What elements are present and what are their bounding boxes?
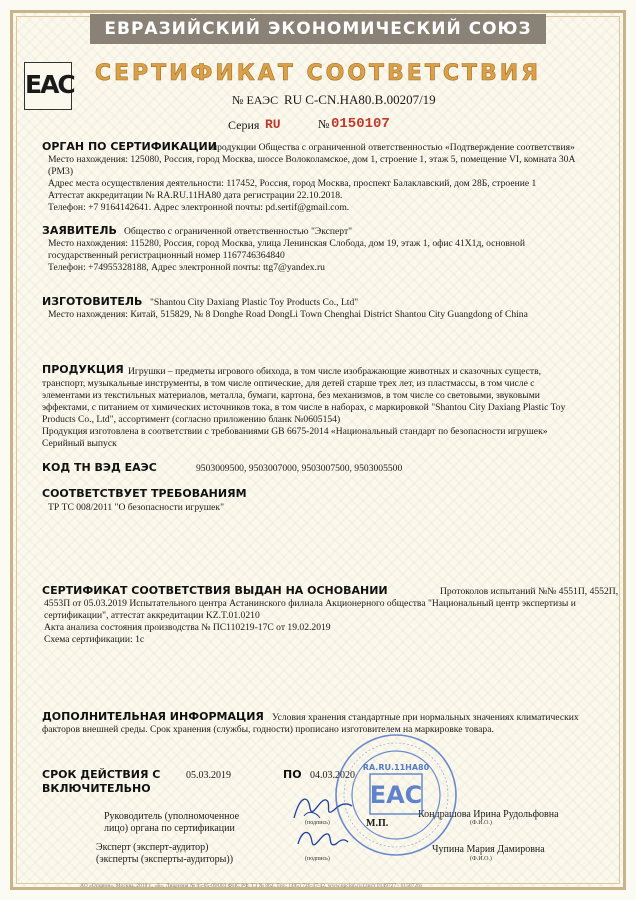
head-label: Руководитель (уполномоченное: [104, 811, 240, 822]
product-heading: ПРОДУКЦИЯ: [42, 363, 124, 376]
name-caption: (Ф.И.О.): [470, 820, 492, 826]
manufacturer-line: Место нахождения: Китай, 515829, № 8 Donghe Road DongLi Town Chenghai District Shantou City Guangdong of China: [48, 309, 528, 320]
product-line: Products Co., Ltd", ассортимент (согласно приложению бланк №0605154): [42, 414, 341, 425]
printer-footer: АО «Опцион», Москва, 2018 г., «Б», Лицензия № 05-05-09/003 ФНС РФ, ТЗ № 862. Тел.: (495) 726-47-42, www.opcion.ru (лист 0149727 - 0150726): [80, 883, 422, 889]
certification-stamp: [333, 732, 459, 858]
applicant-heading: ЗАЯВИТЕЛЬ: [42, 224, 117, 237]
requirements-value: ТР ТС 008/2011 "О безопасности игрушек": [48, 502, 225, 513]
head-label: лицо) органа по сертификации: [104, 823, 235, 834]
product-line: Продукция изготовлена в соответствии с требованиями GB 6675-2014 «Национальный стандарт по безопасности игрушек»: [42, 426, 548, 437]
manufacturer-heading: ИЗГОТОВИТЕЛЬ: [42, 295, 143, 308]
product-line: эффектами, с питанием от химических источников тока, в том числе в наборах, с маркировкой "Shantou City Daxiang Plastic Toy: [42, 402, 566, 413]
applicant-line: Общество с ограниченной ответственностью "Эксперт": [124, 226, 353, 237]
signature-caption: (подпись): [305, 856, 330, 862]
certification-body-line: Место нахождения: 125080, Россия, город Москва, шоссе Волоколамское, дом 1, строение 1, этаж 5, помещение VI, комната 30А: [48, 154, 576, 165]
basis-line: сертификации", аттестат аккредитации KZ.T.01.0210: [44, 610, 260, 621]
product-line: Игрушки – предметы игрового обихода, в том числе изображающие животных и сказочных существ,: [128, 366, 542, 377]
applicant-line: Телефон: +74955328188, Адрес электронной почты: ttg7@yandex.ru: [48, 262, 325, 273]
series-label: Серия: [228, 118, 260, 132]
validity-to-label: ПО: [283, 768, 302, 781]
basis-heading: СЕРТИФИКАТ СООТВЕТСТВИЯ ВЫДАН НА ОСНОВАНИИ: [42, 584, 388, 597]
certification-body-line: Адрес места осуществления деятельности: 117452, Россия, город Москва, проспект Балаклавский, дом 28Б, строение 1: [48, 178, 537, 189]
blank-number: 0150107: [331, 116, 390, 132]
basis-line: Схема сертификации: 1с: [44, 634, 145, 645]
eac-logo: EAC: [24, 62, 72, 110]
svg-text:RA.RU.11НА80: RA.RU.11НА80: [362, 763, 430, 772]
stamp-place-label: М.П.: [366, 818, 389, 829]
validity-from: 05.03.2019: [186, 770, 231, 781]
certification-body-line: Аттестат аккредитации № RA.RU.11НА80 дата регистрации 22.10.2018.: [48, 190, 343, 201]
certification-body-line: (РМ3): [48, 166, 74, 177]
applicant-line: государственный регистрационный номер 1167746364840: [48, 250, 285, 261]
manufacturer-line: "Shantou City Daxiang Plastic Toy Products Co., Ltd": [150, 297, 359, 308]
requirements-heading: СООТВЕТСТВУЕТ ТРЕБОВАНИЯМ: [42, 487, 247, 500]
tn-ved-heading: КОД ТН ВЭД ЕАЭС: [42, 461, 157, 474]
tn-ved-codes: 9503009500, 9503007000, 9503007500, 9503005500: [196, 463, 403, 474]
product-line: элементами из текстильных материалов, металла, бумаги, картона, без механизмов, в том числе со световыми, звуковыми: [42, 390, 540, 401]
product-line: транспорт, музыкальные инструменты, в том числе оптические, для детей старше трех лет, из пластмассы, в том числе с: [42, 378, 535, 389]
head-name: Кондрашова Ирина Рудольфовна: [418, 809, 559, 820]
validity-heading: СРОК ДЕЙСТВИЯ С: [42, 768, 161, 781]
basis-line: Акта анализа состояния производства № ПС110219-17С от 19.02.2019: [44, 622, 331, 633]
validity-heading-2: ВКЛЮЧИТЕЛЬНО: [42, 782, 151, 795]
basis-line: 4553П от 05.03.2019 Испытательного центра Астанинского филиала Акционерного общества "Национальный центр экспертизы и: [44, 598, 576, 609]
blank-number-prefix: №: [318, 117, 330, 131]
additional-info-heading: ДОПОЛНИТЕЛЬНАЯ ИНФОРМАЦИЯ: [42, 710, 264, 723]
basis-line: Протоколов испытаний №№ 4551П, 4552П,: [440, 586, 619, 597]
expert-label: (эксперты (эксперты-аудиторы)): [96, 854, 234, 865]
certificate-number: RU С-CN.НА80.В.00207/19: [284, 92, 436, 107]
additional-info-line: факторов внешней среды. Срок хранения (службы, годности) прописано изготовителем на маркировке товара.: [42, 724, 494, 735]
validity-to: 04.03.2020: [310, 770, 355, 781]
signature-caption: (подпись): [305, 820, 330, 826]
certification-body-heading: ОРГАН ПО СЕРТИФИКАЦИИ: [42, 140, 217, 153]
expert-label: Эксперт (эксперт-аудитор): [96, 842, 209, 853]
svg-text:ЕАС: ЕАС: [369, 781, 423, 809]
certificate-number-prefix: № ЕАЭС: [232, 93, 279, 107]
name-caption: (Ф.И.О.): [470, 856, 492, 862]
additional-info-line: Условия хранения стандартные при нормальных значениях климатических: [272, 712, 579, 723]
certificate-title: СЕРТИФИКАТ СООТВЕТСТВИЯ: [94, 61, 542, 86]
certification-body-line: Телефон: +7 9164142641. Адрес электронной почты: pd.sertif@gmail.com.: [48, 202, 350, 213]
series-value: RU: [265, 117, 281, 132]
product-line: Серийный выпуск: [42, 438, 117, 449]
applicant-line: Место нахождения: 115280, Россия, город Москва, улица Ленинская Слобода, дом 19, этаж 1, офис 41Х1д, основной: [48, 238, 525, 249]
expert-name: Чупина Мария Дамировна: [432, 844, 545, 855]
certification-body-line: продукции Общества с ограниченной ответственностью «Подтверждение соответствия»: [212, 142, 575, 153]
union-banner: ЕВРАЗИЙСКИЙ ЭКОНОМИЧЕСКИЙ СОЮЗ: [90, 14, 546, 44]
